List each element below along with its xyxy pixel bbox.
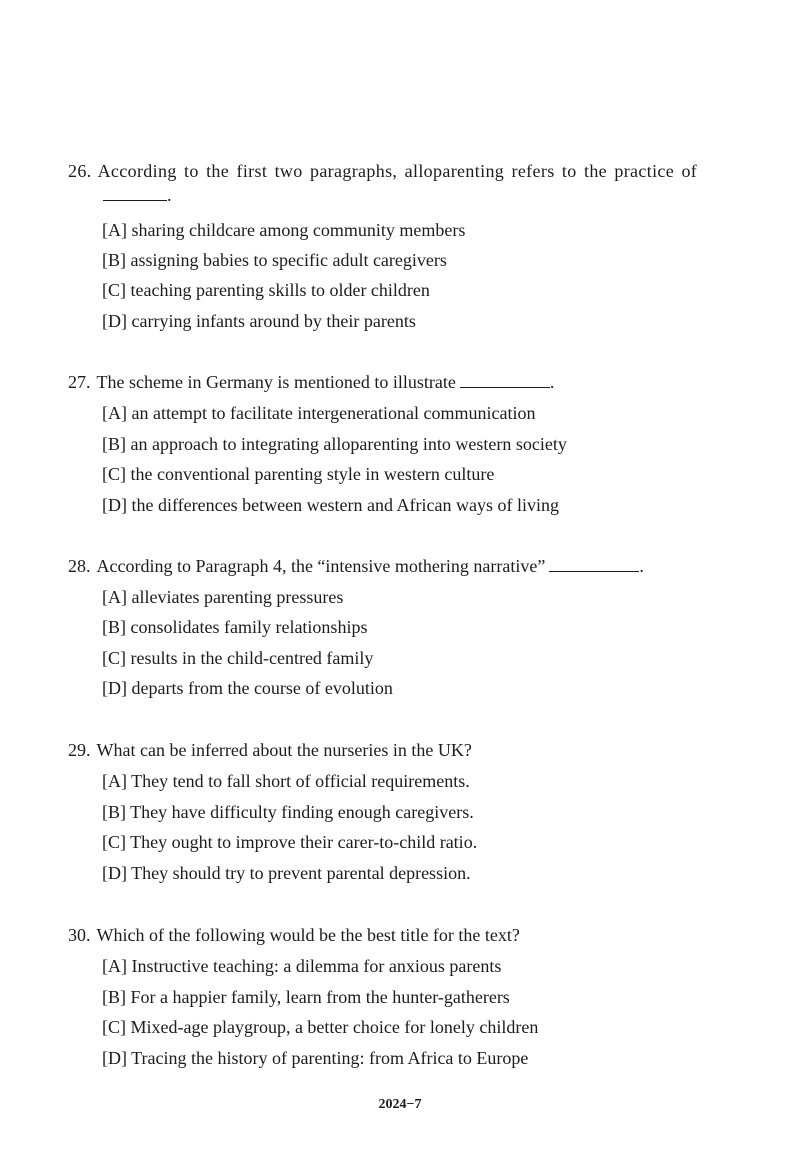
blank-terminator: . (639, 556, 644, 576)
answer-blank (103, 185, 167, 201)
option-d: [D] Tracing the history of parenting: from Africa to Europe (102, 1048, 529, 1068)
option-b: [B] For a happier family, learn from the hunter-gatherers (102, 987, 510, 1007)
answer-blank-line (103, 184, 172, 206)
option-a: [A] sharing childcare among community members (102, 220, 466, 240)
blank-terminator: . (167, 185, 172, 205)
option-d: [D] carrying infants around by their parents (102, 311, 416, 331)
blank-terminator: . (549, 372, 555, 392)
question-text: Which of the following would be the best title for the text? (96, 925, 520, 945)
question-number: 29. (68, 740, 91, 760)
answer-blank (460, 372, 550, 388)
answer-blank (549, 556, 639, 572)
option-c: [C] results in the child-centred family (102, 648, 374, 668)
question-number: 28. (68, 556, 91, 576)
option-a: [A] Instructive teaching: a dilemma for anxious parents (102, 956, 502, 976)
question-number: 26. (68, 161, 92, 181)
question-text: According to the first two paragraphs, alloparenting refers to the practice of (97, 161, 698, 181)
option-a: [A] an attempt to facilitate intergenerational communication (102, 403, 536, 423)
question-text: According to Paragraph 4, the “intensive mothering narrative” (96, 556, 546, 576)
option-b: [B] consolidates family relationships (102, 617, 368, 637)
option-c: [C] Mixed-age playgroup, a better choice for lonely children (102, 1017, 539, 1037)
option-b: [B] They have difficulty finding enough caregivers. (102, 802, 474, 822)
option-d: [D] the differences between western and African ways of living (102, 495, 559, 515)
question-text: The scheme in Germany is mentioned to illustrate (96, 372, 456, 392)
question-stem (68, 555, 644, 577)
question-number: 30. (68, 925, 91, 945)
question-text: What can be inferred about the nurseries in the UK? (96, 740, 472, 760)
page-number: 2024−7 (378, 1097, 422, 1112)
option-a: [A] alleviates parenting pressures (102, 587, 344, 607)
option-c: [C] They ought to improve their carer-to-child ratio. (102, 832, 478, 852)
option-b: [B] assigning babies to specific adult caregivers (102, 250, 447, 270)
option-d: [D] They should try to prevent parental depression. (102, 863, 471, 883)
option-d: [D] departs from the course of evolution (102, 678, 393, 698)
question-number: 27. (68, 372, 91, 392)
question-stem (68, 371, 554, 393)
question-stem (68, 160, 697, 182)
option-b: [B] an approach to integrating alloparenting into western society (102, 434, 567, 454)
question-stem (68, 739, 472, 761)
option-c: [C] the conventional parenting style in western culture (102, 464, 495, 484)
option-c: [C] teaching parenting skills to older children (102, 280, 430, 300)
option-a: [A] They tend to fall short of official requirements. (102, 771, 470, 791)
question-stem (68, 924, 520, 946)
